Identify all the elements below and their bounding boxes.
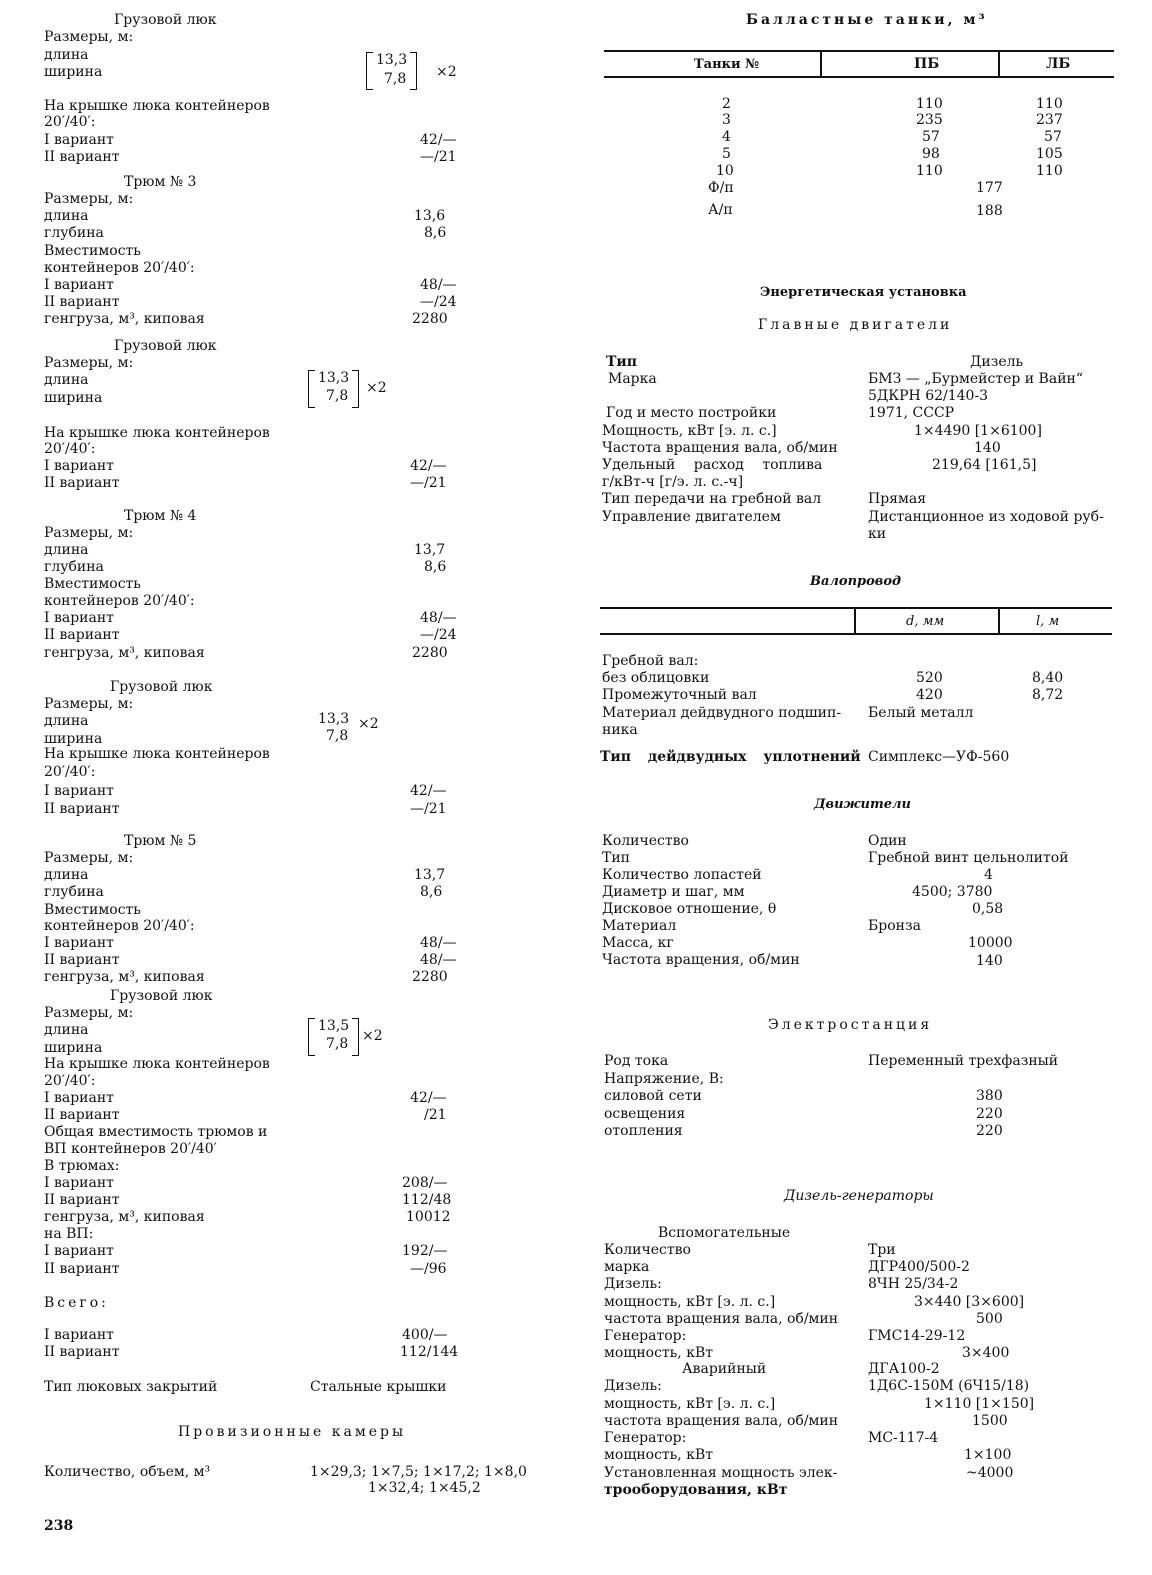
hatch4-cover-line1: На крышке люка контейнеров <box>44 1056 270 1072</box>
total-variant2: II вариант <box>44 1192 120 1208</box>
heating-value: 220 <box>976 1123 1003 1139</box>
engine-mark-value-line2: 5ДКРН 62/140-3 <box>868 388 989 404</box>
on-vp-label: на ВП: <box>44 1226 94 1242</box>
blade-count-value: 4 <box>984 867 993 883</box>
current-type-value: Переменный трехфазный <box>868 1053 1059 1069</box>
hold4-size-label: Размеры, м: <box>44 525 134 541</box>
power-net-value: 380 <box>976 1088 1003 1104</box>
hold5-general-cargo-value: 2280 <box>412 969 448 985</box>
shaft-header-diameter: d, мм <box>906 614 945 629</box>
fuel-consumption-value: 219,64 [161,5] <box>932 457 1037 473</box>
provisions-values-line2: 1×32,4; 1×45,2 <box>368 1480 481 1496</box>
emergency-label: Аварийный <box>682 1361 767 1377</box>
ballast-fp-value: 177 <box>976 180 1003 196</box>
engine-power-value: 1×4490 [1×6100] <box>914 423 1042 439</box>
hold3-size-label: Размеры, м: <box>44 191 134 207</box>
hold4-variant2: II вариант <box>44 627 120 643</box>
hatch1-title: Грузовой люк <box>114 12 217 28</box>
bracket-left <box>308 370 315 408</box>
hatch4-title: Грузовой люк <box>110 988 213 1004</box>
fuel-consumption-label-line2: г/кВт-ч [г/э. л. с.-ч] <box>602 474 744 490</box>
propulsor-type-label: Тип <box>602 850 630 866</box>
hatch3-variant1: I вариант <box>44 783 114 799</box>
propeller-rpm-label: Частота вращения, об/мин <box>602 952 800 968</box>
hatch4-variant2-value: /21 <box>424 1107 447 1123</box>
hatch3-cover-line2: 20′/40′: <box>44 764 96 780</box>
hatch3-cover-line1: На крышке люка контейнеров <box>44 746 270 762</box>
dg-diesel-value: 8ЧН 25/34-2 <box>868 1276 959 1292</box>
em-gen-power-value: 1×100 <box>964 1447 1012 1463</box>
hatch2-cover-line1: На крышке люка контейнеров <box>44 425 270 441</box>
table-rule <box>604 50 1114 52</box>
em-generator-value: МС-117-4 <box>868 1430 939 1446</box>
shaft-rpm-label: Частота вращения вала, об/мин <box>602 440 838 456</box>
dg-gen-power-value: 3×400 <box>962 1345 1010 1361</box>
seal-type-label: Тип дейдвудных уплотнений <box>600 749 861 765</box>
hold5-general-cargo: генгруза, м³, киповая <box>44 969 205 985</box>
em-generator-label: Генератор: <box>604 1430 687 1446</box>
bracket-left <box>308 1018 315 1056</box>
emergency-value: ДГА100-2 <box>868 1361 940 1377</box>
engine-power-label: Мощность, кВт [э. л. с.] <box>602 423 777 439</box>
engine-mark-value-line1: БМЗ — „Бурмейстер и Вайн“ <box>868 371 1084 387</box>
hatch2-title: Грузовой люк <box>114 338 217 354</box>
lighting-value: 220 <box>976 1106 1003 1122</box>
hatch4-variant1-value: 42/— <box>410 1090 447 1106</box>
hold3-variant1-value: 48/— <box>420 277 457 293</box>
hatch-closure-value: Стальные крышки <box>310 1379 447 1395</box>
hatch3-multiplier: ×2 <box>358 716 379 732</box>
em-gen-power-label: мощность, кВт <box>604 1447 713 1463</box>
dg-mark-value: ДГР400/500-2 <box>868 1259 970 1275</box>
propulsor-type-value: Гребной винт цельнолитой <box>868 850 1069 866</box>
grand-variant1: I вариант <box>44 1327 114 1343</box>
build-year-label: Год и место постройки <box>606 405 777 421</box>
shafting-title: Валопровод <box>810 574 902 589</box>
hold5-size-label: Размеры, м: <box>44 850 134 866</box>
hatch1-variant1-value: 42/— <box>420 132 457 148</box>
transmission-value: Прямая <box>868 491 927 507</box>
installed-power-label-line2: трооборудования, кВт <box>604 1482 788 1498</box>
ballast-fp-label: Ф/п <box>708 180 734 196</box>
hold4-depth-value: 8,6 <box>424 559 447 575</box>
hold3-general-cargo-value: 2280 <box>412 311 448 327</box>
hold4-length-label: длина <box>44 542 89 558</box>
hatch1-length-value: 13,3 <box>376 52 408 68</box>
grand-variant2: II вариант <box>44 1344 120 1360</box>
engine-control-value-line1: Дистанционное из ходовой руб- <box>868 509 1104 525</box>
hold3-variant1: I вариант <box>44 277 114 293</box>
hatch1-width-value: 7,8 <box>384 71 407 87</box>
shaft-rpm-value: 140 <box>974 440 1001 456</box>
engine-type-label: Тип <box>606 354 638 370</box>
hatch4-length-value: 13,5 <box>318 1018 350 1034</box>
hatch1-width-label: ширина <box>44 64 103 80</box>
hatch1-variant1: I вариант <box>44 132 114 148</box>
dg-qty-value: Три <box>868 1242 896 1258</box>
hatch4-variant1: I вариант <box>44 1090 114 1106</box>
hatch4-size-label: Размеры, м: <box>44 1005 134 1021</box>
ballast-row-pb: 110 <box>916 163 943 179</box>
unclad-length: 8,40 <box>1032 670 1064 686</box>
unclad-label: без облицовки <box>602 670 710 686</box>
grand-variant1-value: 400/— <box>402 1327 448 1343</box>
em-rpm-value: 1500 <box>972 1413 1008 1429</box>
disc-ratio-label: Дисковое отношение, θ <box>602 901 777 917</box>
hold3-capacity-line1: Вместимость <box>44 243 141 259</box>
hatch3-width-value: 7,8 <box>326 728 349 744</box>
hatch3-width-label: ширина <box>44 731 103 747</box>
hold5-variant1-value: 48/— <box>420 935 457 951</box>
hatch4-width-value: 7,8 <box>326 1036 349 1052</box>
blade-count-label: Количество лопастей <box>602 867 762 883</box>
dg-qty-label: Количество <box>604 1242 691 1258</box>
diameter-pitch-label: Диаметр и шаг, мм <box>602 884 745 900</box>
propulsor-qty-value: Один <box>868 833 907 849</box>
provisions-label: Количество, объем, м³ <box>44 1464 211 1480</box>
ballast-header-lb: ЛБ <box>1046 56 1071 72</box>
em-power-label: мощность, кВт [э. л. с.] <box>604 1396 776 1412</box>
table-rule <box>998 52 1000 78</box>
em-diesel-label: Дизель: <box>604 1378 662 1394</box>
dg-generator-label: Генератор: <box>604 1328 687 1344</box>
hatch-closure-label: Тип люковых закрытий <box>44 1379 218 1395</box>
page-number: 238 <box>44 1518 74 1534</box>
propulsor-qty-label: Количество <box>602 833 689 849</box>
hatch1-length-label: длина <box>44 47 89 63</box>
ballast-ap-value: 188 <box>976 203 1003 219</box>
total-variant2-value: 112/48 <box>402 1192 452 1208</box>
provisions-values-line1: 1×29,3; 1×7,5; 1×17,2; 1×8,0 <box>310 1464 527 1480</box>
ballast-row-lb: 237 <box>1036 112 1063 128</box>
hatch3-length-label: длина <box>44 713 89 729</box>
hatch2-multiplier: ×2 <box>366 380 387 396</box>
hatch2-width-label: ширина <box>44 390 103 406</box>
hold3-length-value: 13,6 <box>414 208 446 224</box>
diameter-pitch-value: 4500; 3780 <box>912 884 993 900</box>
propeller-material-value: Бронза <box>868 918 921 934</box>
propeller-material-label: Материал <box>602 918 677 934</box>
grand-variant2-value: 112/144 <box>400 1344 459 1360</box>
bracket-right <box>410 52 417 90</box>
intermediate-shaft-label: Промежуточный вал <box>602 687 757 703</box>
ballast-ap-label: А/п <box>708 202 733 218</box>
main-engines-title: Главные двигатели <box>758 317 953 333</box>
current-type-label: Род тока <box>604 1053 669 1069</box>
hold3-capacity-line2: контейнеров 20′/40′: <box>44 260 195 276</box>
total-line1: Общая вместимость трюмов и <box>44 1124 268 1140</box>
table-rule <box>820 52 822 78</box>
total-line2: ВП контейнеров 20′/40′ <box>44 1141 217 1157</box>
hold5-length-label: длина <box>44 867 89 883</box>
vp-variant1-value: 192/— <box>402 1243 448 1259</box>
hold3-depth-value: 8,6 <box>424 225 447 241</box>
power-plant-title: Энергетическая установка <box>760 285 967 300</box>
hatch3-variant2: II вариант <box>44 801 120 817</box>
engine-control-label: Управление двигателем <box>602 509 781 525</box>
hatch1-cover-line2: 20′/40′: <box>44 114 96 130</box>
bearing-material-label-line2: ника <box>602 722 638 738</box>
hatch2-length-value: 13,3 <box>318 370 350 386</box>
ballast-row-lb: 110 <box>1036 163 1063 179</box>
diesel-generators-title: Дизель-генераторы <box>784 1188 934 1204</box>
hatch2-width-value: 7,8 <box>326 388 349 404</box>
dg-power-label: мощность, кВт [э. л. с.] <box>604 1294 776 1310</box>
hold3-title: Трюм № 3 <box>124 174 197 190</box>
ballast-row-pb: 235 <box>916 112 943 128</box>
engine-control-value-line2: ки <box>868 526 887 542</box>
hatch1-cover-line1: На крышке люка контейнеров <box>44 98 270 114</box>
build-year-value: 1971, СССР <box>868 405 955 421</box>
ballast-header-pb: ПБ <box>914 56 940 72</box>
ballast-title: Балластные танки, м³ <box>746 12 988 28</box>
hatch4-cover-line2: 20′/40′: <box>44 1073 96 1089</box>
propeller-rpm-value: 140 <box>976 953 1003 969</box>
hatch4-length-label: длина <box>44 1022 89 1038</box>
seal-type-value: Симплекс—УФ-560 <box>868 749 1010 765</box>
vp-variant2-value: —/96 <box>410 1261 447 1277</box>
hatch2-variant2-value: —/21 <box>410 475 447 491</box>
bracket-right <box>352 370 359 408</box>
disc-ratio-value: 0,58 <box>972 901 1004 917</box>
hold4-variant2-value: —/24 <box>420 627 457 643</box>
hold4-depth-label: глубина <box>44 559 104 575</box>
hatch1-multiplier: ×2 <box>436 64 457 80</box>
ballast-row-pb: 57 <box>922 129 940 145</box>
dg-generator-value: ГМС14-29-12 <box>868 1328 966 1344</box>
hold4-capacity-line2: контейнеров 20′/40′: <box>44 593 195 609</box>
ballast-row-tank: 3 <box>722 112 731 128</box>
em-power-value: 1×110 [1×150] <box>924 1396 1035 1412</box>
hold4-length-value: 13,7 <box>414 542 446 558</box>
bracket-right <box>352 1018 359 1056</box>
heating-label: отопления <box>604 1123 683 1139</box>
hatch3-size-label: Размеры, м: <box>44 696 134 712</box>
em-rpm-label: частота вращения вала, об/мин <box>604 1413 839 1429</box>
hatch2-cover-line2: 20′/40′: <box>44 441 96 457</box>
hold5-variant2: II вариант <box>44 952 120 968</box>
hold4-general-cargo-value: 2280 <box>412 645 448 661</box>
dg-mark-label: марка <box>604 1259 650 1275</box>
intermediate-shaft-length: 8,72 <box>1032 687 1064 703</box>
hold5-depth-value: 8,6 <box>420 884 443 900</box>
hold4-variant1: I вариант <box>44 610 114 626</box>
provisions-title: Провизионные камеры <box>178 1424 407 1440</box>
ballast-row-tank: 4 <box>722 129 731 145</box>
vp-variant2: II вариант <box>44 1261 120 1277</box>
ballast-row-lb: 105 <box>1036 146 1063 162</box>
vp-variant1: I вариант <box>44 1243 114 1259</box>
hold5-depth-label: глубина <box>44 884 104 900</box>
total-variant1: I вариант <box>44 1175 114 1191</box>
intermediate-shaft-diameter: 420 <box>916 687 943 703</box>
hold5-length-value: 13,7 <box>414 867 446 883</box>
hatch3-length-value: 13,3 <box>318 711 350 727</box>
total-general-cargo-value: 10012 <box>406 1209 451 1225</box>
hold4-title: Трюм № 4 <box>124 508 197 524</box>
hold3-length-label: длина <box>44 208 89 224</box>
hold5-capacity-line1: Вместимость <box>44 902 141 918</box>
hatch3-title: Грузовой люк <box>110 679 213 695</box>
hold4-general-cargo: генгруза, м³, киповая <box>44 645 205 661</box>
table-rule <box>854 609 856 635</box>
propeller-mass-value: 10000 <box>968 935 1013 951</box>
ballast-row-lb: 110 <box>1036 96 1063 112</box>
ballast-header-tanks: Танки № <box>694 57 760 72</box>
ballast-row-lb: 57 <box>1044 129 1062 145</box>
hatch3-variant1-value: 42/— <box>410 783 447 799</box>
engine-mark-label: Марка <box>608 371 657 387</box>
hold5-variant1: I вариант <box>44 935 114 951</box>
hold3-general-cargo: генгруза, м³, киповая <box>44 311 205 327</box>
hatch2-variant2: II вариант <box>44 475 120 491</box>
hatch2-length-label: длина <box>44 372 89 388</box>
dg-gen-power-label: мощность, кВт <box>604 1345 713 1361</box>
ballast-row-tank: 10 <box>716 163 734 179</box>
grand-total-label: Всего: <box>44 1295 109 1311</box>
hatch1-size-label: Размеры, м: <box>44 29 134 45</box>
hatch2-variant1: I вариант <box>44 458 114 474</box>
em-diesel-value: 1Д6С-150М (6Ч15/18) <box>868 1378 1030 1394</box>
auxiliary-label: Вспомогательные <box>658 1225 791 1241</box>
hatch4-width-label: ширина <box>44 1040 103 1056</box>
hatch2-size-label: Размеры, м: <box>44 355 134 371</box>
hold5-capacity-line2: контейнеров 20′/40′: <box>44 918 195 934</box>
hatch2-variant1-value: 42/— <box>410 458 447 474</box>
propulsors-title: Движители <box>814 797 911 812</box>
hold5-title: Трюм № 5 <box>124 833 197 849</box>
fuel-consumption-label-line1: Удельный расход топлива <box>602 457 823 473</box>
lighting-label: освещения <box>604 1106 686 1122</box>
bearing-material-label-line1: Материал дейдвудного подшип- <box>602 705 842 721</box>
shaft-header-length: l, м <box>1036 614 1060 629</box>
hatch1-variant2-value: —/21 <box>420 149 457 165</box>
hold3-variant2: II вариант <box>44 294 120 310</box>
installed-power-value: ~4000 <box>966 1465 1014 1481</box>
table-rule <box>600 633 1112 635</box>
table-rule <box>998 609 1000 635</box>
unclad-diameter: 520 <box>916 670 943 686</box>
hold4-capacity-line1: Вместимость <box>44 576 141 592</box>
ballast-row-pb: 110 <box>916 96 943 112</box>
power-net-label: силовой сети <box>604 1088 702 1104</box>
dg-power-value: 3×440 [3×600] <box>914 1294 1025 1310</box>
total-variant1-value: 208/— <box>402 1175 448 1191</box>
hold4-variant1-value: 48/— <box>420 610 457 626</box>
dg-rpm-label: частота вращения вала, об/мин <box>604 1311 839 1327</box>
voltage-label: Напряжение, В: <box>604 1071 724 1087</box>
propeller-mass-label: Масса, кг <box>602 935 674 951</box>
hatch4-multiplier: ×2 <box>362 1028 383 1044</box>
transmission-label: Тип передачи на гребной вал <box>602 491 822 507</box>
propeller-shaft-label: Гребной вал: <box>602 653 699 669</box>
total-general-cargo: генгруза, м³, киповая <box>44 1209 205 1225</box>
ballast-row-pb: 98 <box>922 146 940 162</box>
bracket-left <box>366 52 373 90</box>
in-holds-label: В трюмах: <box>44 1158 120 1174</box>
hold5-variant2-value: 48/— <box>420 952 457 968</box>
ballast-row-tank: 5 <box>722 146 731 162</box>
power-station-title: Электростанция <box>768 1017 933 1033</box>
table-rule <box>604 76 1114 78</box>
installed-power-label-line1: Установленная мощность элек- <box>604 1465 838 1481</box>
hatch4-variant2: II вариант <box>44 1107 120 1123</box>
hatch3-variant2-value: —/21 <box>410 801 447 817</box>
dg-diesel-label: Дизель: <box>604 1276 662 1292</box>
dg-rpm-value: 500 <box>976 1311 1003 1327</box>
table-rule <box>600 607 1112 609</box>
engine-type-value: Дизель <box>970 354 1024 370</box>
ballast-row-tank: 2 <box>722 96 731 112</box>
hold3-variant2-value: —/24 <box>420 294 457 310</box>
hold3-depth-label: глубина <box>44 225 104 241</box>
hatch1-variant2: II вариант <box>44 149 120 165</box>
bearing-material-value: Белый металл <box>868 705 974 721</box>
